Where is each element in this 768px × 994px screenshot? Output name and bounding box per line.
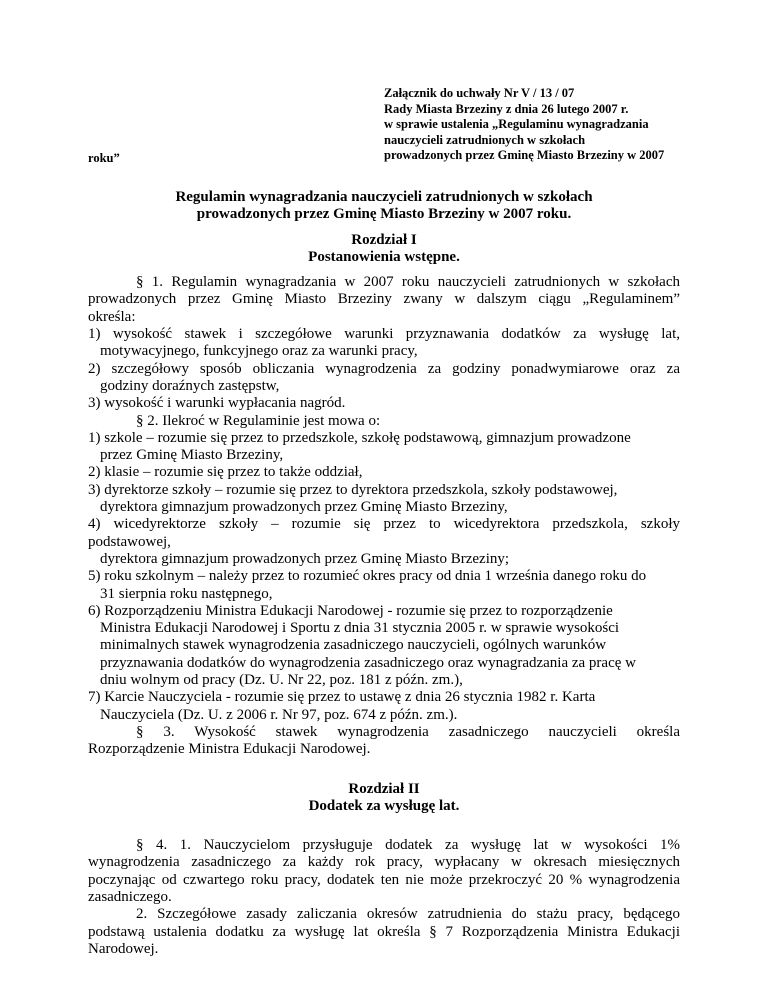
paragraph-line: § 4. 1. Nauczycielom przysługuje dodatek za wysługę lat w wysokości 1% xyxy=(136,837,680,854)
paragraph-line: zasadniczego. xyxy=(88,888,172,905)
attachment-note-line: Załącznik do uchwały Nr V / 13 / 07 xyxy=(384,86,575,100)
list-item-line: Nauczyciela (Dz. U. z 2006 r. Nr 97, poz. 674 z późn. zm.). xyxy=(100,706,458,723)
list-item-line: przyznawania dodatków do wynagrodzenia zasadniczego oraz wynagradzania za pracę w xyxy=(100,654,636,671)
list-item-line: przez Gminę Miasto Brzeziny, xyxy=(100,447,284,464)
list-item-line: godziny doraźnych zastępstw, xyxy=(100,377,280,394)
list-item-line: dyrektora gimnazjum prowadzonych przez Gminę Miasto Brzeziny, xyxy=(100,499,508,516)
list-item-line: 1) wysokość stawek i szczegółowe warunki przyznawania dodatków za wysługę lat, xyxy=(88,326,680,343)
document-title-line: prowadzonych przez Gminę Miasto Brzeziny w 2007 roku. xyxy=(196,206,572,223)
paragraph-line: § 3. Wysokość stawek wynagrodzenia zasadniczego nauczycieli określa xyxy=(136,723,680,740)
attachment-note-line: prowadzonych przez Gminę Miasto Brzeziny w 2007 xyxy=(384,148,665,163)
attachment-note-line: nauczycieli zatrudnionych w szkołach xyxy=(384,132,586,147)
document-title xyxy=(88,189,680,224)
list-item-line: 31 sierpnia roku następnego, xyxy=(100,585,273,602)
list-item-line: podstawowej, xyxy=(88,533,171,550)
list-item-line: motywacyjnego, funkcyjnego oraz za warunki pracy, xyxy=(100,343,418,360)
list-item-line: 6) Rozporządzeniu Ministra Edukacji Narodowej - rozumie się przez to rozporządzenie xyxy=(88,602,613,619)
paragraph-line: wynagrodzenia zasadniczego za każdy rok pracy, wypłacany w okresach miesięcznych xyxy=(88,854,680,871)
list-item-line: 7) Karcie Nauczyciela - rozumie się przez to ustawę z dnia 26 stycznia 1982 r. Karta xyxy=(88,689,596,706)
list-item-line: minimalnych stawek wynagrodzenia zasadniczego nauczycieli, ogólnych warunków xyxy=(100,637,607,654)
chapter-2-heading xyxy=(88,781,680,816)
paragraph-line: § 1. Regulamin wynagradzania w 2007 roku nauczycieli zatrudnionych w szkołach xyxy=(136,274,680,291)
chapter-label: Rozdział II xyxy=(348,780,420,797)
chapter-label: Rozdział I xyxy=(351,231,417,248)
paragraph-line: Narodowej. xyxy=(88,940,159,957)
list-item-line: Ministra Edukacji Narodowej i Sportu z dnia 31 stycznia 2005 r. w sprawie wysokości xyxy=(100,620,620,637)
chapter-2-text xyxy=(88,837,680,958)
paragraph-line: poczynając od czwartego roku pracy, dodatek ten nie może przekroczyć 20 % wynagrodzenia xyxy=(88,871,680,888)
chapter-title: Dodatek za wysługę lat. xyxy=(308,797,460,814)
paragraph-line: określa: xyxy=(88,308,136,325)
list-item-line: dyrektora gimnazjum prowadzonych przez Gminę Miasto Brzeziny; xyxy=(100,550,510,567)
attachment-note-line: w sprawie ustalenia „Regulaminu wynagradzania xyxy=(384,117,649,132)
chapter-1-heading xyxy=(88,232,680,267)
paragraph-line: Rozporządzenie Ministra Edukacji Narodowej. xyxy=(88,741,371,758)
list-item-line: 1) szkole – rozumie się przez to przedszkole, szkołę podstawową, gimnazjum prowadzone xyxy=(88,429,631,446)
list-item-line: 3) dyrektorze szkoły – rozumie się przez to dyrektora przedszkola, szkoły podstawowej, xyxy=(88,481,618,498)
list-item-line: dniu wolnym od pracy (Dz. U. Nr 22, poz. 181 z późn. zm.), xyxy=(100,672,463,689)
chapter-1-text xyxy=(88,274,680,758)
list-item-line: 4) wicedyrektorze szkoły – rozumie się przez to wicedyrektora przedszkola, szkoły xyxy=(88,516,680,533)
document-title-line: Regulamin wynagradzania nauczycieli zatrudnionych w szkołach xyxy=(175,189,593,205)
paragraph-line: 2. Szczegółowe zasady zaliczania okresów zatrudnienia do stażu pracy, będącego xyxy=(136,906,680,923)
document-body xyxy=(88,189,680,958)
paragraph-line: prowadzonych przez Gminę Miasto Brzeziny zwany w dalszym ciągu „Regulaminem” xyxy=(88,291,680,308)
list-item-line: 5) roku szkolnym – należy przez to rozumieć okres pracy od dnia 1 września danego roku do xyxy=(88,568,647,585)
list-item-line: 2) szczegółowy sposób obliczania wynagrodzenia za godziny ponadwymiarowe oraz za xyxy=(88,360,680,377)
paragraph-line: § 2. Ilekroć w Regulaminie jest mowa o: xyxy=(136,412,381,429)
list-item-line: 3) wysokość i warunki wypłacania nagród. xyxy=(88,395,346,412)
list-item-line: 2) klasie – rozumie się przez to także oddział, xyxy=(88,464,363,481)
paragraph-line: podstawą ustalenia dodatku za wysługę lat określa § 7 Rozporządzenia Ministra Edukacji xyxy=(88,923,680,940)
attachment-note-tail: roku” xyxy=(88,151,120,165)
attachment-note xyxy=(384,86,684,164)
chapter-title: Postanowienia wstępne. xyxy=(308,248,460,265)
attachment-note-line: Rady Miasta Brzeziny z dnia 26 lutego 2007 r. xyxy=(384,101,629,116)
